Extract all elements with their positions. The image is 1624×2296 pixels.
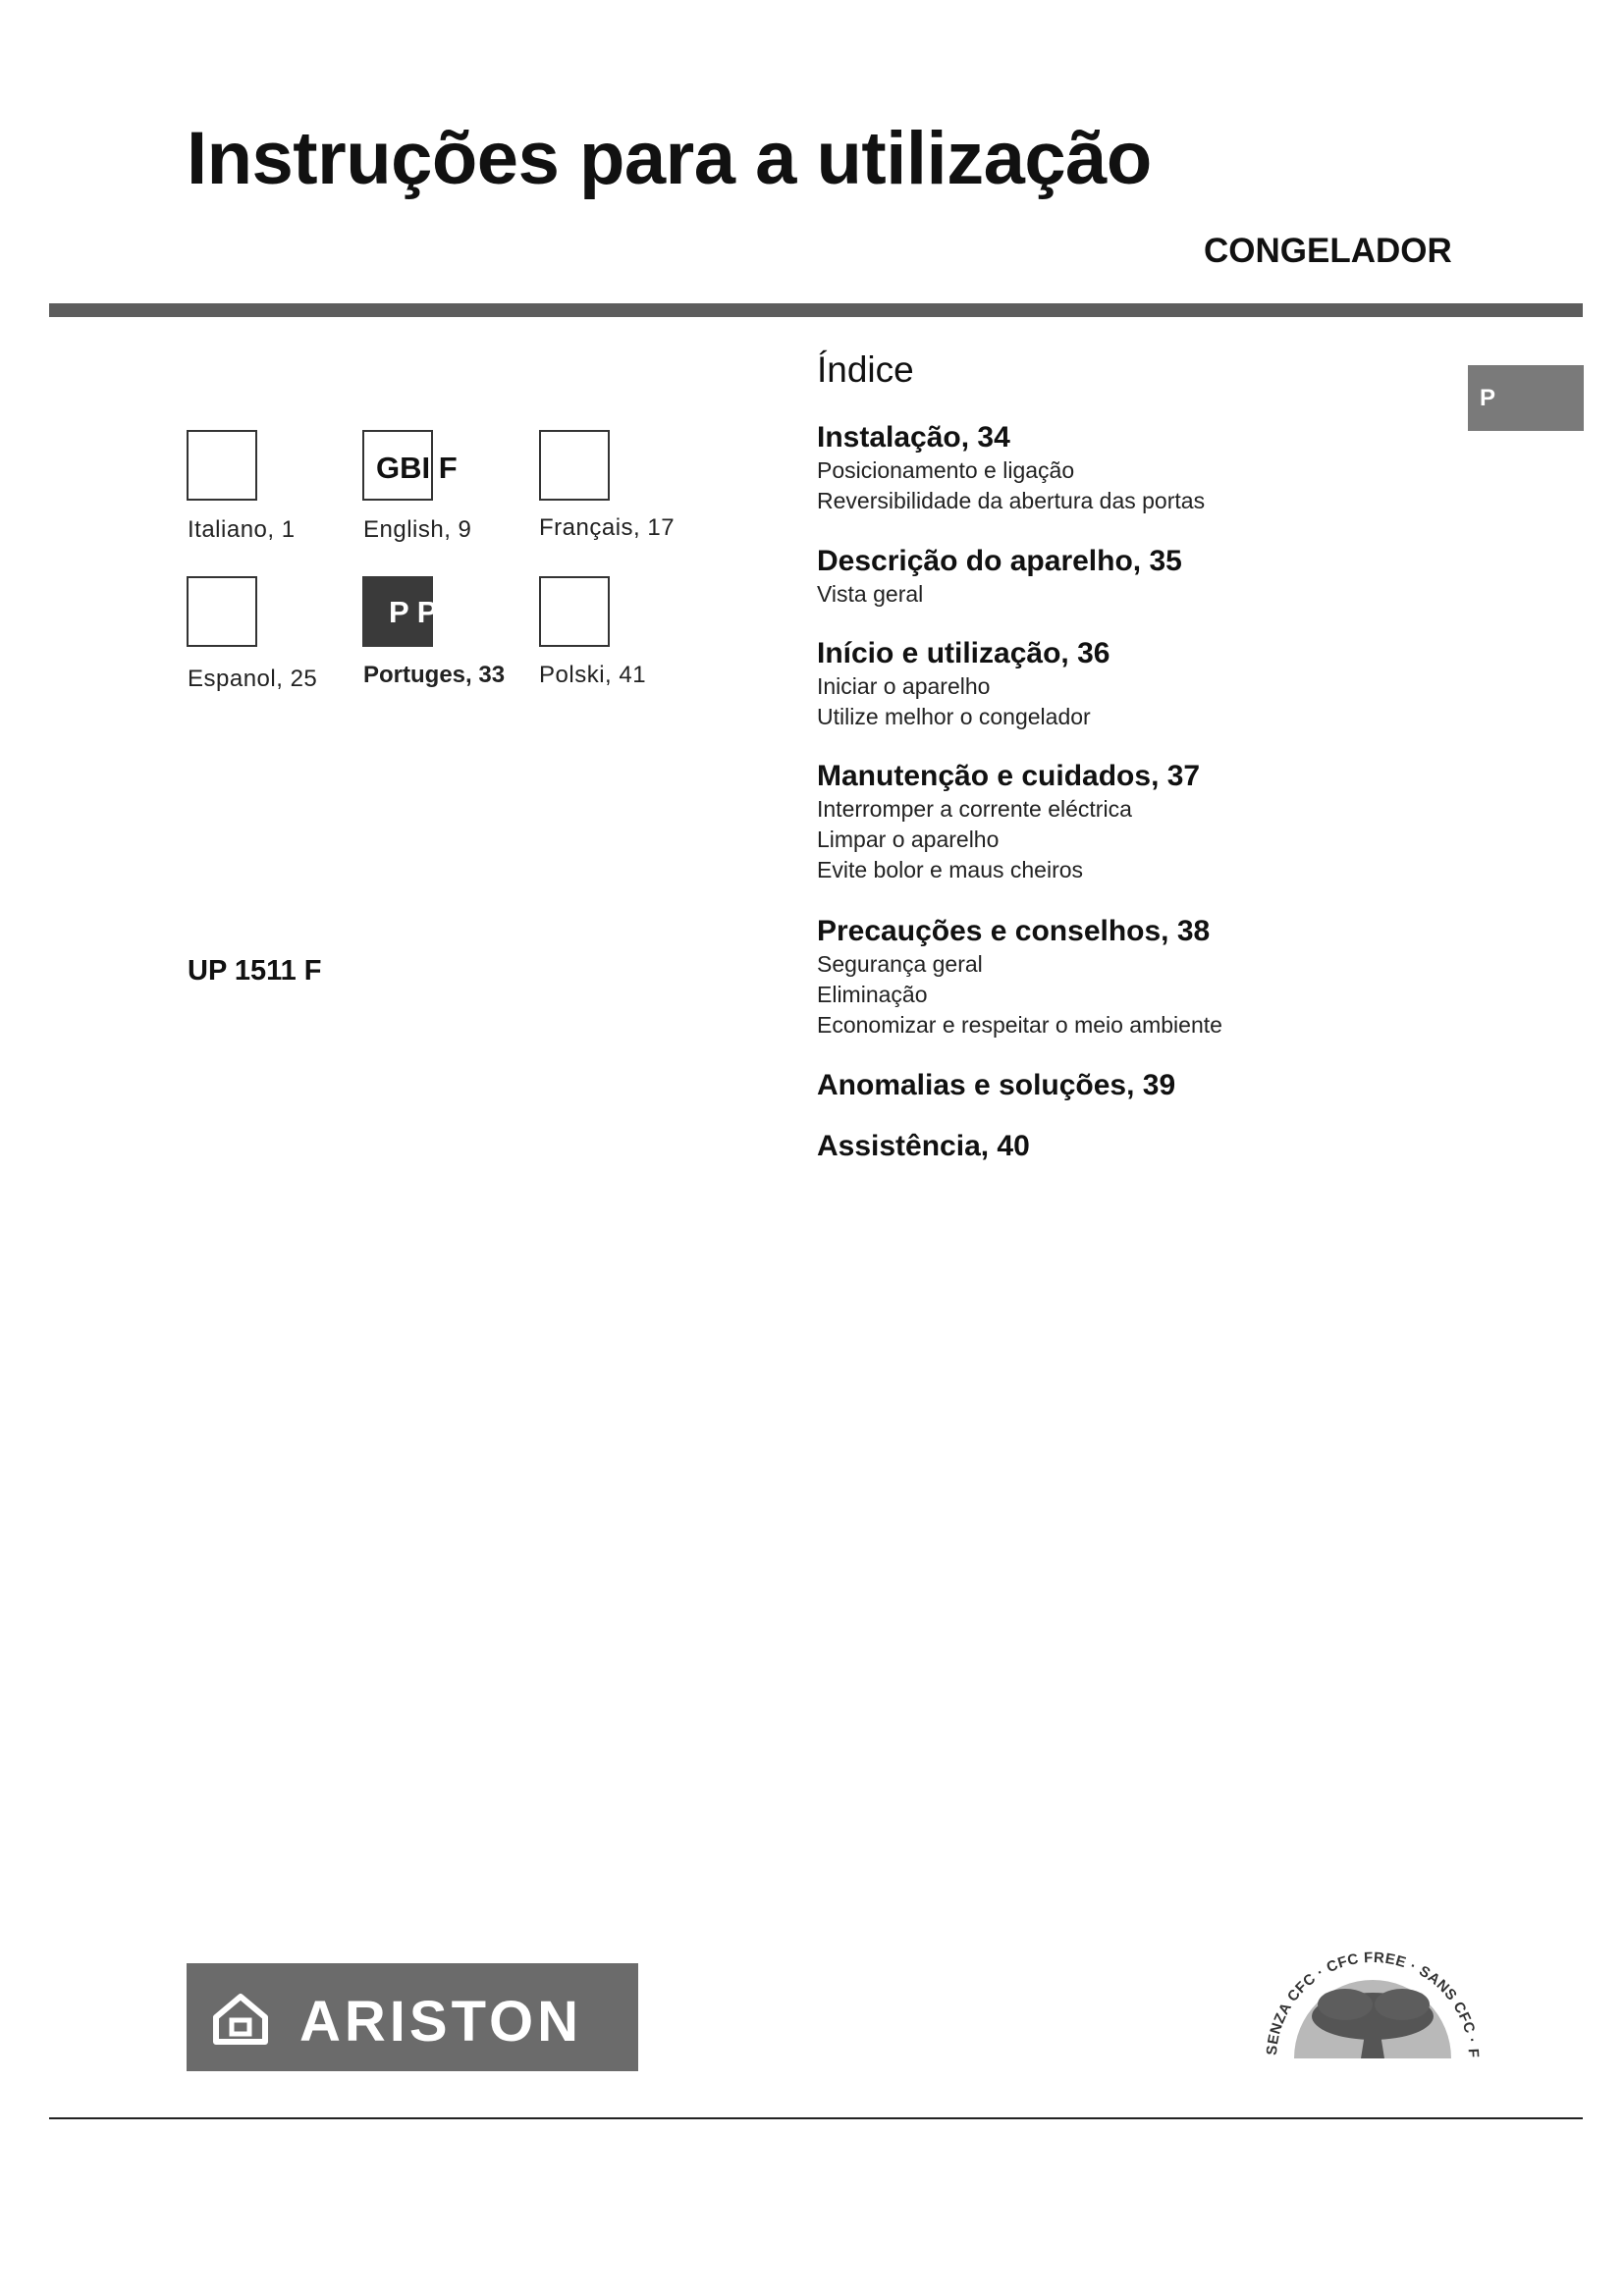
toc-section [817, 544, 1504, 610]
language-label-portuges[interactable]: Portuges, 33 [363, 662, 506, 688]
toc-item[interactable]: Interromper a corrente eléctrica [817, 796, 1132, 822]
brand-name: ARISTON [299, 1990, 582, 2054]
flag-box-italiano[interactable] [187, 430, 257, 501]
flag-code-portuges-text: P PLE [389, 595, 477, 629]
toc-heading[interactable]: Início e utilização, 36 [817, 637, 1110, 669]
toc-heading[interactable]: Manutenção e cuidados, 37 [817, 760, 1201, 792]
ariston-logo [187, 1963, 638, 2071]
toc-item[interactable]: Vista geral [817, 581, 924, 607]
toc-section [817, 636, 1504, 732]
flag-code-portuges [389, 595, 476, 630]
language-label-francais[interactable]: Français, 17 [539, 514, 676, 541]
language-label-italiano[interactable]: Italiano, 1 [188, 516, 296, 543]
toc-section [817, 914, 1504, 1041]
model-number: UP 1511 F [188, 955, 322, 987]
tree-icon [1255, 1887, 1490, 2083]
product-type: CONGELADOR [1204, 232, 1452, 270]
toc-item[interactable]: Eliminação [817, 982, 928, 1007]
language-label-espanol[interactable]: Espanol, 25 [188, 666, 318, 692]
toc-item[interactable]: Iniciar o aparelho [817, 673, 991, 699]
toc-section [817, 1129, 1504, 1164]
flag-box-espanol[interactable] [187, 576, 257, 647]
language-label-english[interactable]: English, 9 [363, 516, 472, 543]
language-tab-label: P [1480, 385, 1496, 411]
house-icon [208, 1991, 273, 2046]
cfc-free-seal [1255, 1887, 1490, 2088]
toc-item[interactable]: Posicionamento e ligação [817, 457, 1075, 483]
toc-heading[interactable]: Descrição do aparelho, 35 [817, 545, 1182, 577]
toc-heading[interactable]: Instalação, 34 [817, 421, 1010, 454]
page-title: Instruções para a utilização [187, 117, 1152, 200]
toc-item[interactable]: Evite bolor e maus cheiros [817, 857, 1084, 882]
language-label-polski[interactable]: Polski, 41 [539, 662, 647, 688]
toc-heading[interactable]: Assistência, 40 [817, 1130, 1030, 1162]
toc-section [817, 1068, 1504, 1103]
flag-box-polski[interactable] [539, 576, 610, 647]
cfc-seal-text: SENZA CFC · CFC FREE · SANS CFC · F [1263, 1949, 1483, 2058]
flag-box-francais[interactable] [539, 430, 610, 501]
toc-section [817, 420, 1504, 516]
toc-item[interactable]: Economizar e respeitar o meio ambiente [817, 1012, 1222, 1038]
footer-divider-line [49, 2117, 1583, 2119]
toc-item[interactable]: Reversibilidade da abertura das portas [817, 488, 1206, 513]
toc-heading[interactable]: Anomalias e soluções, 39 [817, 1069, 1176, 1101]
toc-item[interactable]: Limpar o aparelho [817, 827, 1000, 852]
index-title: Índice [817, 349, 914, 390]
toc-item[interactable]: Utilize melhor o congelador [817, 704, 1091, 729]
toc-item[interactable]: Segurança geral [817, 951, 983, 977]
toc-heading[interactable]: Precauções e conselhos, 38 [817, 915, 1211, 947]
header-divider-bar [49, 303, 1583, 317]
flag-code-english: GBI F [376, 451, 458, 485]
toc-section [817, 759, 1504, 885]
